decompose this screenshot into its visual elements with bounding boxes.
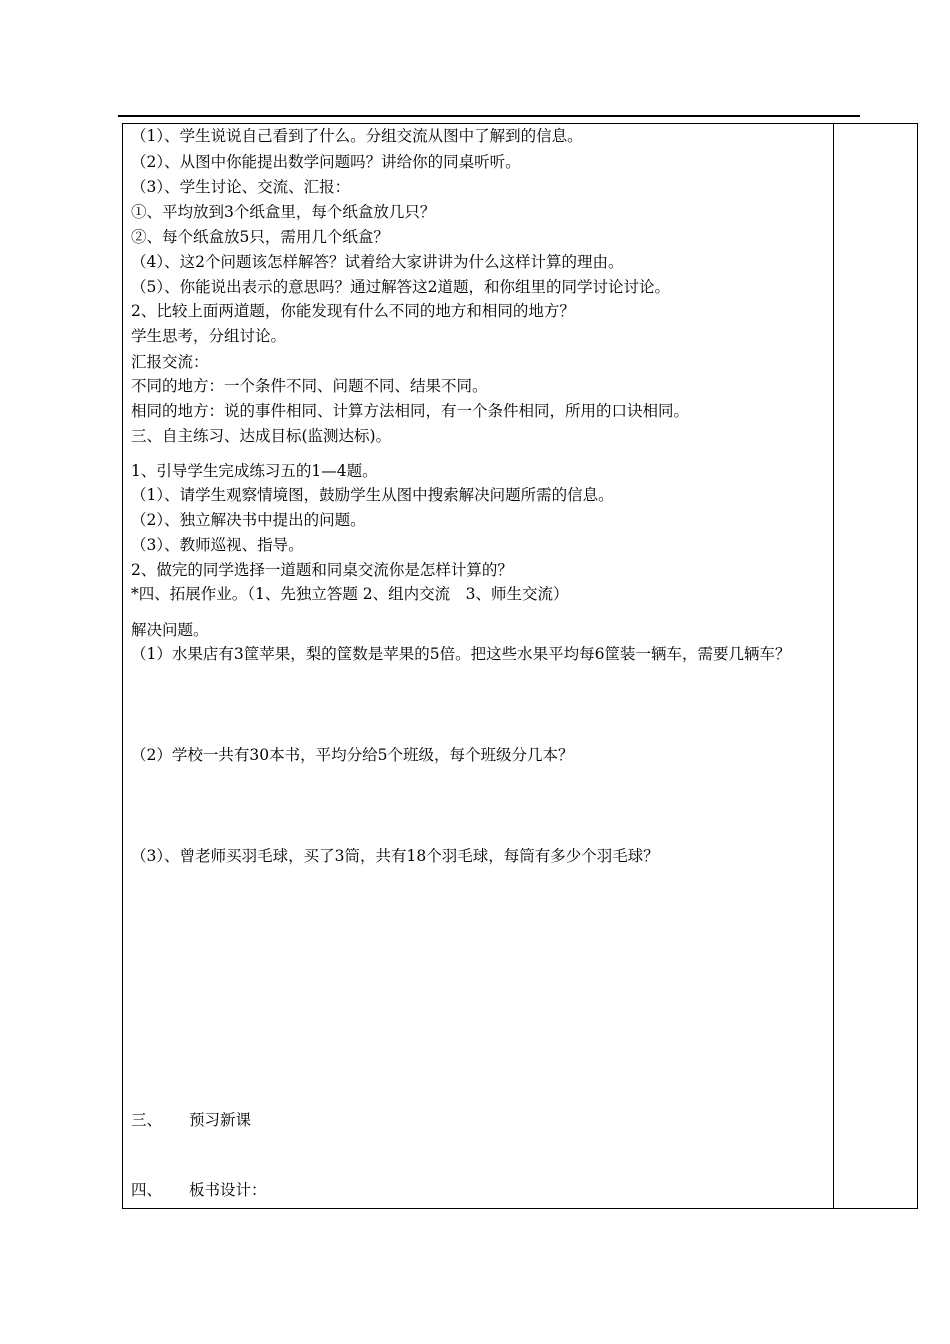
word-problem-3: （3）、曾老师买羽毛球，买了3筒，共有18个羽毛球，每筒有多少个羽毛球？ <box>131 847 659 865</box>
text-line: 2、做完的同学选择一道题和同桌交流你是怎样计算的？ <box>131 561 513 579</box>
text-line: 学生思考，分组讨论。 <box>131 327 287 345</box>
section-number: 四、 <box>131 1181 163 1199</box>
section-title: 预习新课 <box>189 1111 252 1129</box>
text-line: （1）、请学生观察情境图，鼓励学生从图中搜索解决问题所需的信息。 <box>131 486 614 504</box>
text-line: 2、比较上面两道题，你能发现有什么不同的地方和相同的地方？ <box>131 302 575 320</box>
word-problem-2: （2）学校一共有30本书，平均分给5个班级，每个班级分几本？ <box>131 746 574 764</box>
text-line: 相同的地方：说的事件相同、计算方法相同，有一个条件相同，所用的口诀相同。 <box>131 402 690 420</box>
text-line: ②、每个纸盒放5只，需用几个纸盒？ <box>131 228 389 246</box>
text-line: 不同的地方：一个条件不同、问题不同、结果不同。 <box>131 377 488 395</box>
section-number: 三、 <box>131 1111 163 1129</box>
text-line: 汇报交流： <box>131 353 209 371</box>
text-line: （1）、学生说说自己看到了什么。分组交流从图中了解到的信息。 <box>131 127 583 145</box>
text-line: （5）、你能说出表示的意思吗？通过解答这2道题，和你组里的同学讨论讨论。 <box>131 278 670 296</box>
text-line: 1、引导学生完成练习五的1—4题。 <box>131 462 378 480</box>
section-heading-preview <box>131 1108 251 1130</box>
text-line: （2）、从图中你能提出数学问题吗？讲给你的同桌听听。 <box>131 153 521 171</box>
section-heading-board <box>131 1178 267 1200</box>
text-line: （3）、学生讨论、交流、汇报： <box>131 178 351 196</box>
section-title: 板书设计： <box>189 1181 267 1199</box>
text-line: （2）、独立解决书中提出的问题。 <box>131 511 366 529</box>
text-line: （4）、这2个问题该怎样解答？试着给大家讲讲为什么这样计算的理由。 <box>131 253 624 271</box>
text-line: 解决问题。 <box>131 621 209 639</box>
word-problem-1: （1）水果店有3筐苹果，梨的筐数是苹果的5倍。把这些水果平均每6筐装一辆车，需要几辆车？ <box>131 645 791 663</box>
header-rule <box>118 115 860 117</box>
text-line: （3）、教师巡视、指导。 <box>131 536 304 554</box>
text-line: 三、自主练习、达成目标(监测达标)。 <box>131 427 392 445</box>
column-divider <box>833 123 834 1209</box>
text-line: ①、平均放到3个纸盒里，每个纸盒放几只？ <box>131 203 436 221</box>
text-line: *四、拓展作业。（1、先独立答题 2、组内交流 3、师生交流） <box>131 585 569 603</box>
